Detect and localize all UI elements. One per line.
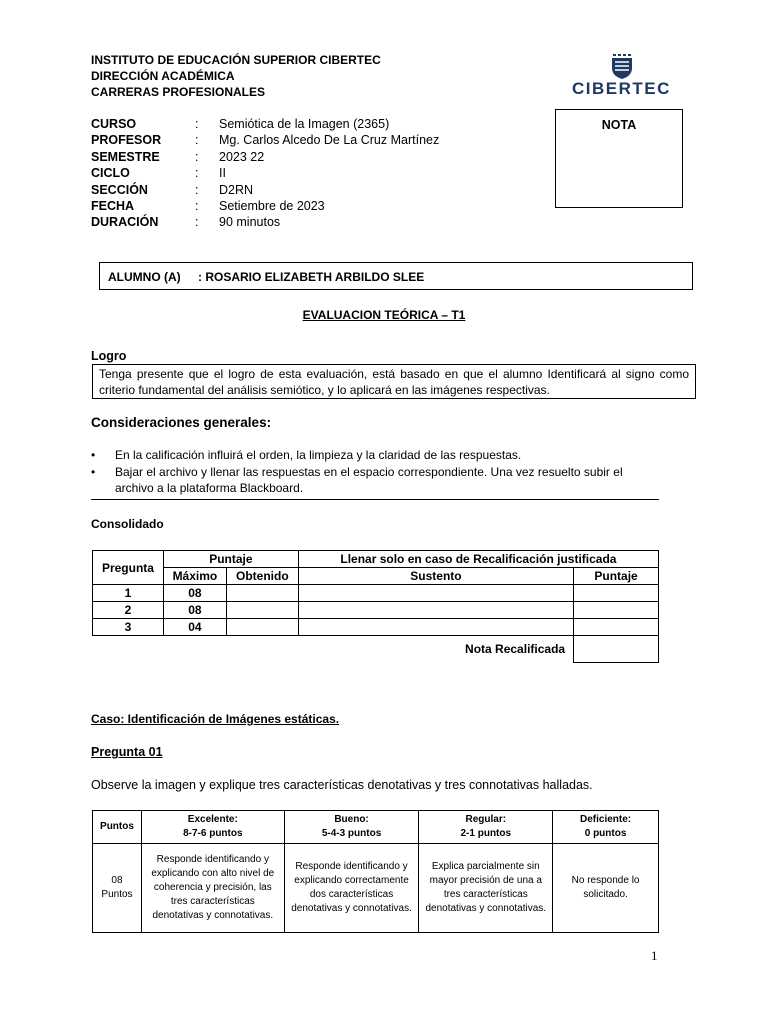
nota-recalificada-label: Nota Recalificada — [465, 642, 566, 657]
info-sep: : — [195, 198, 199, 213]
level-range: 8-7-6 puntos — [183, 828, 243, 839]
info-value: D2RN — [219, 182, 254, 197]
cell-sustento[interactable] — [298, 585, 573, 602]
info-row — [91, 182, 439, 198]
cell-sustento[interactable] — [298, 602, 573, 619]
col-pregunta: Pregunta — [93, 551, 164, 585]
cell-sustento[interactable] — [298, 619, 573, 636]
rubric-level — [419, 811, 553, 844]
list-item — [91, 447, 659, 464]
info-value: Mg. Carlos Alcedo De La Cruz Martínez — [219, 133, 440, 148]
cell-maximo: 04 — [163, 619, 226, 636]
cibertec-logo — [570, 50, 674, 100]
info-row — [91, 165, 439, 181]
rubric-level — [284, 811, 419, 844]
header-line-3: CARRERAS PROFESIONALES — [91, 85, 266, 99]
level-name: Bueno: — [334, 814, 369, 825]
cell-puntaje[interactable] — [574, 619, 659, 636]
pregunta-01-heading: Pregunta 01 — [91, 745, 163, 759]
info-key: CURSO — [91, 117, 137, 131]
row-puntos-value: 08 — [111, 875, 123, 886]
table-row — [93, 619, 659, 636]
institution-header — [91, 52, 381, 100]
info-sep: : — [195, 215, 199, 230]
logro-text: Tenga presente que el logro de esta evaluación, está basado en que el alumno Identificará al signo como criterio fundamental del análisis semiótico, y lo aplicará en las imágenes respectivas. — [92, 364, 696, 399]
info-key: CICLO — [91, 166, 130, 181]
info-key: PROFESOR — [91, 133, 162, 148]
nota-box — [555, 109, 683, 208]
cell-obtenido[interactable] — [226, 619, 298, 636]
info-key: FECHA — [91, 198, 135, 213]
rubric-col-puntos: Puntos — [93, 811, 142, 844]
bullet-icon: • — [91, 448, 96, 462]
exam-title: EVALUACION TEÓRICA – T1 — [302, 308, 466, 322]
rubric-level — [141, 811, 284, 844]
info-value: 2023 22 — [219, 149, 265, 164]
cell-pregunta: 2 — [93, 602, 164, 619]
header-line-2: DIRECCIÓN ACADÉMICA — [91, 69, 235, 83]
level-range: 5-4-3 puntos — [321, 828, 382, 839]
cell-puntaje[interactable] — [574, 585, 659, 602]
cell-obtenido[interactable] — [226, 585, 298, 602]
list-item-text: En la calificación influirá el orden, la limpieza y la claridad de las respuestas. — [115, 448, 522, 462]
cell-pregunta: 3 — [93, 619, 164, 636]
info-key: SEMESTRE — [91, 149, 160, 164]
rubric-description: Responde identificando y explicando correctamente dos características denotativas y connotativas. — [284, 844, 419, 933]
info-row — [91, 198, 439, 214]
alumno-label: ALUMNO (A) — [108, 270, 181, 284]
col-obtenido: Obtenido — [226, 568, 298, 585]
col-puntaje-2: Puntaje — [574, 568, 659, 585]
col-maximo: Máximo — [163, 568, 226, 585]
info-value: 90 minutos — [219, 215, 281, 230]
consolidado-table — [92, 550, 659, 663]
list-item-text: Bajar el archivo y llenar las respuestas en el espacio correspondiente. Una vez resuelto subir el archivo a la plataforma Blackboard. — [115, 464, 623, 495]
info-value: II — [219, 166, 226, 181]
info-row — [91, 149, 439, 165]
info-sep: : — [195, 117, 199, 131]
info-sep: : — [195, 133, 199, 148]
caso-heading: Caso: Identificación de Imágenes estáticas. — [91, 712, 340, 726]
header-line-1: INSTITUTO DE EDUCACIÓN SUPERIOR CIBERTEC — [91, 53, 381, 67]
info-value: Semiótica de la Imagen (2365) — [219, 117, 390, 131]
nota-recalificada-cell[interactable] — [574, 636, 659, 663]
alumno-box — [99, 262, 693, 290]
level-range: 2-1 puntos — [460, 828, 512, 839]
consolidado-heading: Consolidado — [91, 517, 164, 531]
table-row — [93, 602, 659, 619]
col-sustento: Sustento — [298, 568, 573, 585]
level-name: Deficiente: — [580, 814, 632, 825]
shield-icon — [570, 50, 674, 80]
rubric-description: Explica parcialmente sin mayor precisión de una a tres características denotativas y connotativas. — [419, 844, 553, 933]
alumno-value: : ROSARIO ELIZABETH ARBILDO SLEE — [198, 270, 425, 284]
cell-puntaje[interactable] — [574, 602, 659, 619]
info-sep: : — [195, 166, 199, 181]
bullet-icon: • — [91, 464, 96, 479]
rubric-description: No responde lo solicitado. — [553, 844, 659, 933]
consideraciones-list — [91, 447, 659, 497]
rubric-description: Responde identificando y explicando con alto nivel de coherencia y precisión, las tres características denotativas y connotativas. — [141, 844, 284, 933]
cell-maximo: 08 — [163, 585, 226, 602]
level-name: Regular: — [465, 814, 507, 825]
page-number: 1 — [651, 948, 658, 963]
info-value: Setiembre de 2023 — [219, 198, 325, 213]
info-sep: : — [195, 182, 199, 197]
cell-maximo: 08 — [163, 602, 226, 619]
course-info — [91, 116, 439, 231]
level-name: Excelente: — [187, 814, 238, 825]
rubric-row-puntos — [93, 844, 142, 933]
info-row — [91, 132, 439, 148]
info-row — [91, 214, 439, 230]
rubric-level — [553, 811, 659, 844]
info-row — [91, 116, 439, 132]
info-sep: : — [195, 149, 199, 164]
nota-label: NOTA — [601, 118, 637, 132]
consideraciones-heading: Consideraciones generales: — [91, 415, 272, 430]
table-row — [93, 585, 659, 602]
info-key: DURACIÓN — [91, 215, 159, 230]
col-puntaje: Puntaje — [163, 551, 298, 568]
table-row — [93, 844, 659, 933]
logro-heading: Logro — [91, 349, 127, 363]
level-range: 0 puntos — [584, 828, 627, 839]
info-key: SECCIÓN — [91, 182, 148, 197]
cell-pregunta: 1 — [93, 585, 164, 602]
list-item — [91, 464, 659, 497]
divider — [91, 499, 659, 500]
col-llenar: Llenar solo en caso de Recalificación justificada — [298, 551, 658, 568]
logo-text: CIBERTEC — [572, 79, 671, 98]
rubric-table — [92, 810, 659, 933]
pregunta-01-text: Observe la imagen y explique tres características denotativas y tres connotativas halladas. — [91, 778, 593, 792]
row-puntos-label: Puntos — [101, 889, 133, 900]
cell-obtenido[interactable] — [226, 602, 298, 619]
